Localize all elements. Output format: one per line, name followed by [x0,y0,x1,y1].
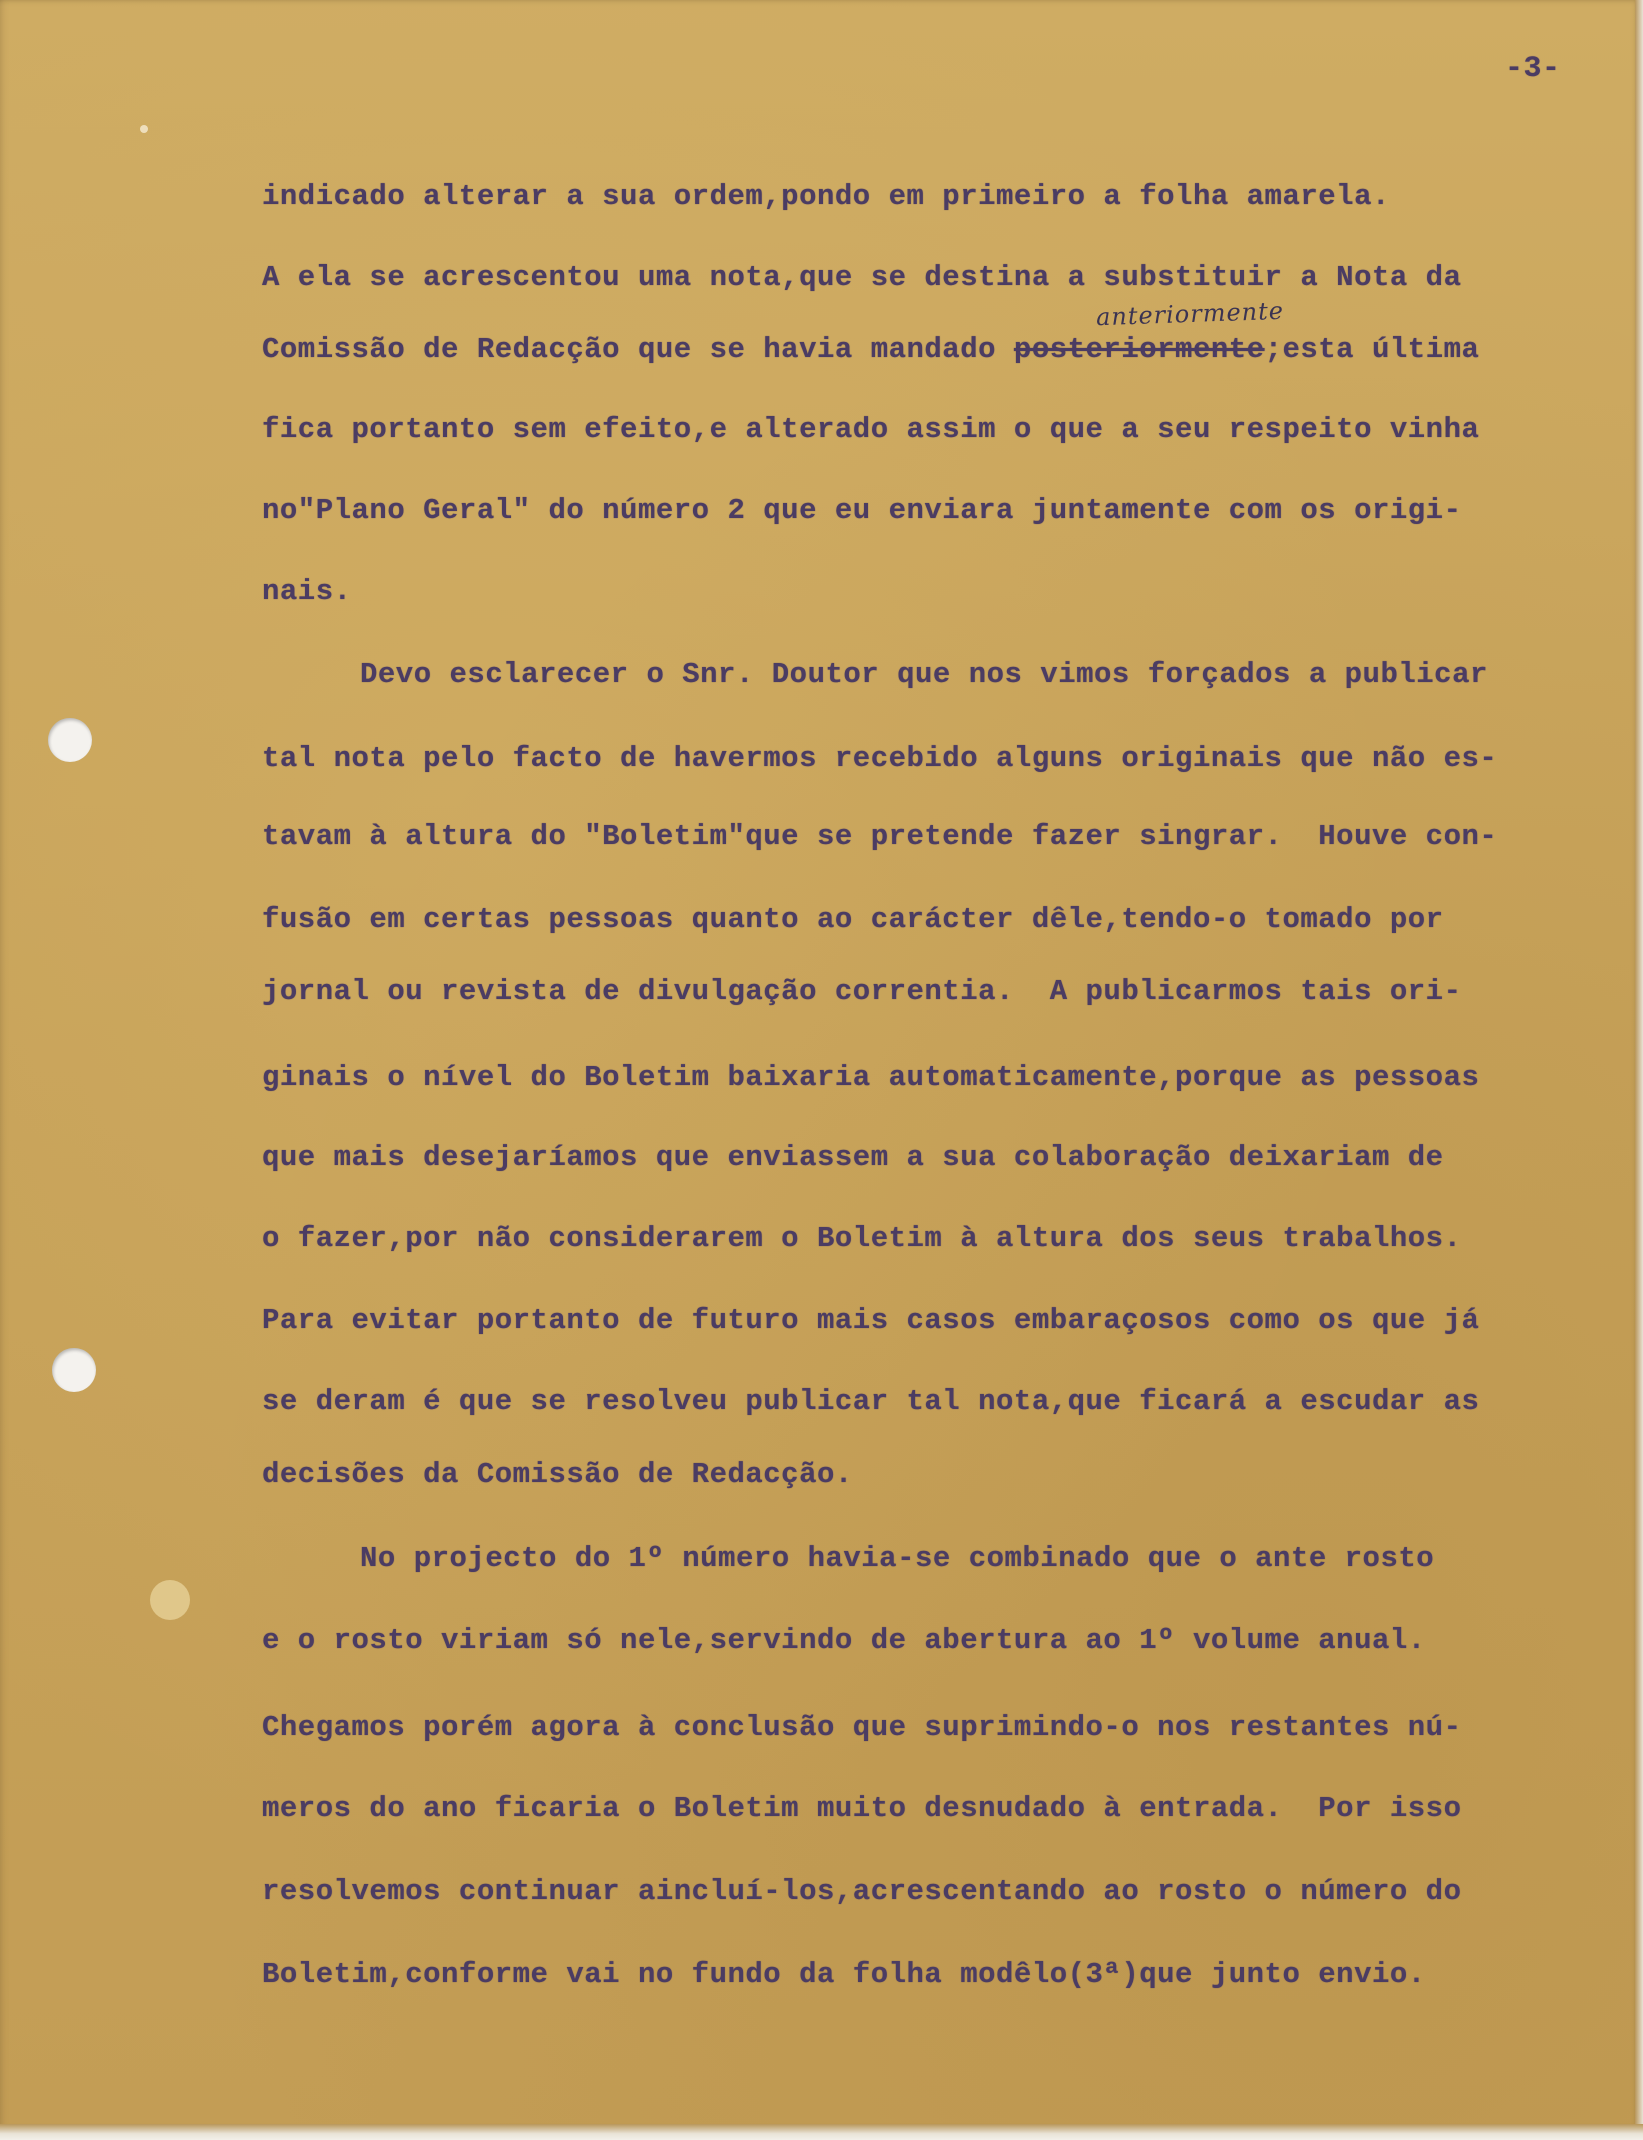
text-line: tal nota pelo facto de havermos recebido alguns originais que não es- [262,742,1498,775]
text-line [262,333,1479,366]
text-line: fusão em certas pessoas quanto ao carácter dêle,tendo-o tomado por [262,903,1444,936]
text-line: No projecto do 1º número havia-se combinado que o ante rosto [360,1542,1435,1575]
text-line: jornal ou revista de divulgação correntia. A publicarmos tais ori- [262,975,1462,1008]
text-line: no"Plano Geral" do número 2 que eu enviara juntamente com os origi- [262,494,1462,527]
text-line: decisões da Comissão de Redacção. [262,1458,853,1491]
paper-edge-bottom [0,2124,1643,2140]
text-line: A ela se acrescentou uma nota,que se destina a substituir a Nota da [262,261,1462,294]
text-line: ginais o nível do Boletim baixaria automaticamente,porque as pessoas [262,1061,1480,1094]
paper-edge-right [1635,0,1643,2140]
text-line: Boletim,conforme vai no fundo da folha modêlo(3ª)que junto envio. [262,1958,1426,1991]
handwritten-correction: anteriormente [1095,296,1285,332]
text-segment: ;esta última [1264,333,1480,366]
text-line: fica portanto sem efeito,e alterado assim o que a seu respeito vinha [262,413,1480,446]
text-line: meros do ano ficaria o Boletim muito desnudado à entrada. Por isso [262,1792,1462,1825]
text-line: Para evitar portanto de futuro mais casos embaraçosos como os que já [262,1304,1480,1337]
punch-hole-top [48,718,92,762]
text-line: o fazer,por não considerarem o Boletim à altura dos seus trabalhos. [262,1222,1462,1255]
paper-stain [140,125,148,133]
text-line: se deram é que se resolveu publicar tal nota,que ficará a escudar as [262,1385,1480,1418]
text-line: e o rosto viriam só nele,servindo de abertura ao 1º volume anual. [262,1624,1426,1657]
text-line: que mais desejaríamos que enviassem a sua colaboração deixariam de [262,1141,1444,1174]
struck-word: posteriormente [1013,333,1265,366]
text-line: resolvemos continuar aincluí-los,acrescentando ao rosto o número do [262,1875,1462,1908]
paper-stain [150,1580,190,1620]
text-segment: Comissão de Redacção que se havia mandado [262,333,1014,366]
text-line: tavam à altura do "Boletim"que se pretende fazer singrar. Houve con- [262,820,1498,853]
text-line: nais. [262,575,352,608]
punch-hole-bottom [52,1348,96,1392]
text-line: Chegamos porém agora à conclusão que suprimindo-o nos restantes nú- [262,1711,1462,1744]
text-line: Devo esclarecer o Snr. Doutor que nos vimos forçados a publicar [360,658,1488,691]
text-line: indicado alterar a sua ordem,pondo em primeiro a folha amarela. [262,180,1390,213]
page-number: -3- [1505,52,1561,86]
